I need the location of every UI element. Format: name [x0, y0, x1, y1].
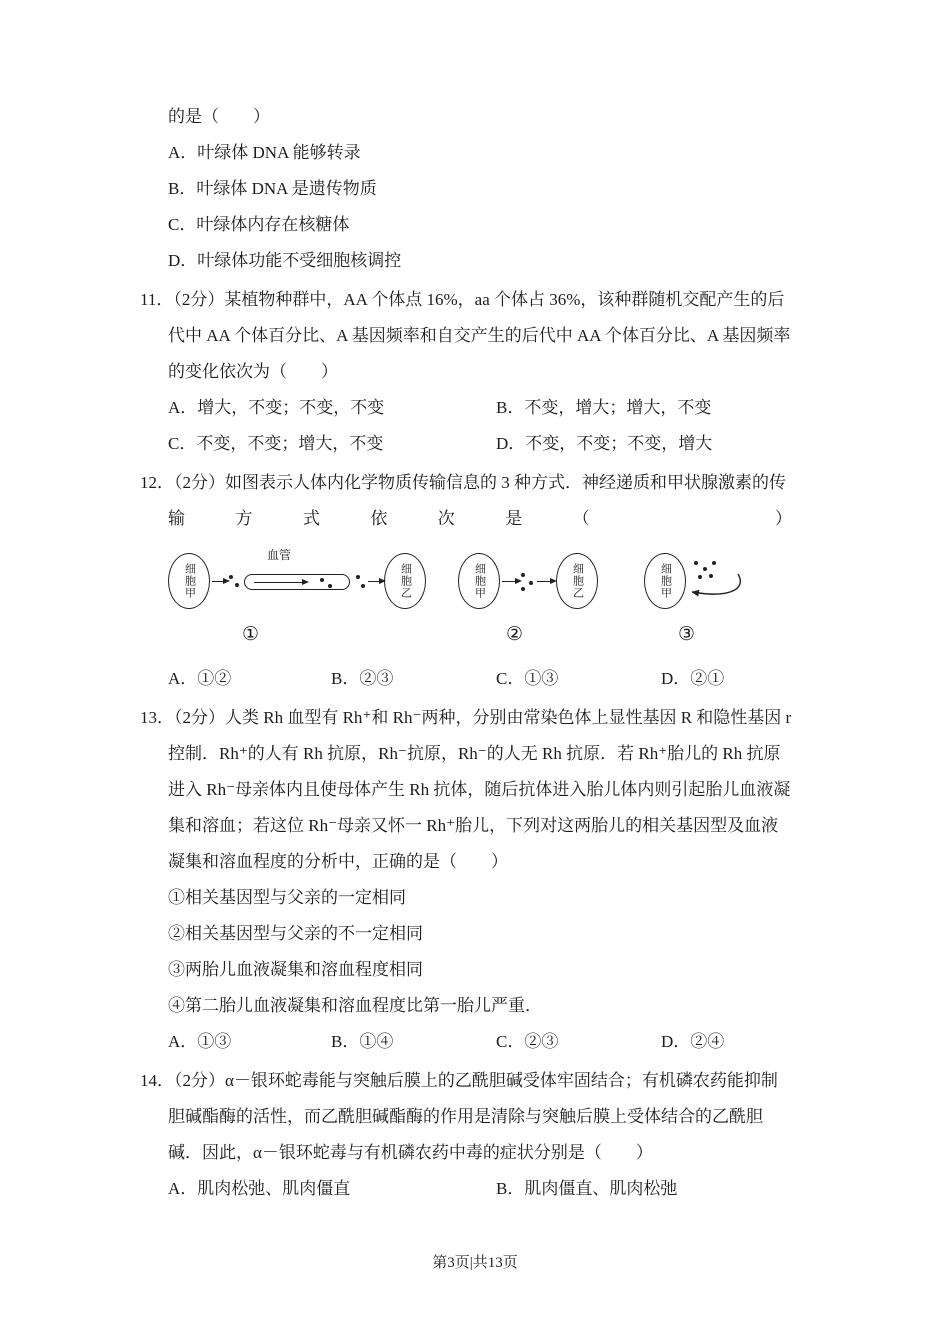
molecule-dot — [356, 575, 360, 579]
diagram2-cell-yi: 细胞乙 — [556, 553, 598, 609]
q13-stem — [140, 700, 792, 880]
q11-options-row-2 — [140, 426, 792, 462]
molecule-dot — [229, 575, 233, 579]
q11-option-a: A．增大，不变；不变，不变 — [168, 398, 385, 417]
q14-number: 14． — [140, 1071, 174, 1090]
molecule-dot — [529, 581, 533, 585]
diagram2-cell-jia: 细胞甲 — [458, 553, 500, 609]
q13-statement-1: ①相关基因型与父亲的一定相同 — [168, 888, 406, 907]
vessel-label: 血管 — [267, 548, 292, 562]
q12-stem-line1 — [140, 465, 792, 501]
q10-stem-tail: 的是（ ） — [168, 107, 270, 126]
molecule-dot — [235, 583, 239, 587]
arrow-icon — [368, 581, 379, 582]
q13-option-a: A．①③ — [168, 1032, 232, 1051]
q11-stem-text: （2分）某植物种群中，AA 个体点 16%，aa 个体占 36%，该种群随机交配产生的后代中 AA 个体百分比、A 基因频率和自交产生的后代中 AA 个体百分比、A 基因频率的变化依次为（ ） — [168, 290, 791, 381]
arrow-icon — [502, 581, 515, 582]
q13-statement-4: ④第二胎儿血液凝集和溶血程度比第一胎儿严重． — [168, 996, 542, 1015]
q14-stem-text: （2分）α－银环蛇毒能与突触后膜上的乙酰胆碱受体牢固结合；有机磷农药能抑制胆碱酯酶的活性，而乙酰胆碱酯酶的作用是清除与突触后膜上受体结合的乙酰胆碱．因此，α－银环蛇毒与有机磷农药中毒的症状分别是（ ） — [168, 1071, 778, 1162]
molecule-dot — [361, 584, 365, 588]
q12-options-row — [140, 661, 792, 697]
question-10-partial — [140, 99, 792, 279]
question-14 — [140, 1063, 792, 1207]
q13-option-c: C．②③ — [496, 1032, 559, 1051]
q13-statement-2: ②相关基因型与父亲的不一定相同 — [168, 924, 423, 943]
q12-option-a: A．①② — [168, 669, 232, 688]
q10-option-b: B．叶绿体 DNA 是遗传物质 — [168, 179, 377, 198]
q11-number: 11． — [140, 290, 174, 309]
question-11 — [140, 282, 792, 462]
q12-option-d: D．②① — [661, 669, 725, 688]
question-12 — [140, 465, 792, 697]
q12-option-c: C．①③ — [496, 669, 559, 688]
q14-stem — [140, 1063, 792, 1171]
molecule-dot — [320, 578, 324, 582]
q12-stem-line2: 输方式依次是（ ） — [168, 509, 792, 528]
diagram3-number: ③ — [678, 624, 696, 645]
q11-option-d: D．不变，不变；不变，增大 — [496, 434, 713, 453]
q10-option-c: C．叶绿体内存在核糖体 — [168, 215, 350, 234]
q13-option-b: B．①④ — [331, 1032, 394, 1051]
molecule-dot — [521, 587, 525, 591]
molecule-dot — [712, 561, 716, 565]
question-13 — [140, 700, 792, 1060]
q11-option-b: B．不变，增大；增大，不变 — [496, 398, 712, 417]
q12-stem-text: （2分）如图表示人体内化学物质传输信息的 3 种方式．神经递质和甲状腺激素的传 — [174, 473, 786, 492]
diagram1-cell-yi: 细胞乙 — [384, 553, 426, 609]
q13-stem-text: （2分）人类 Rh 血型有 Rh⁺和 Rh⁻两种，分别由常染色体上显性基因 R 和隐性基因 r 控制．Rh⁺的人有 Rh 抗原，Rh⁻抗原，Rh⁻的人无 Rh 抗原．若 Rh⁺胎儿的 Rh 抗原进入 Rh⁻母亲体内且使母体产生 Rh 抗体，随后抗体进入胎儿体内则引起胎儿血液凝集和溶血；若这位 Rh⁻母亲又怀一 Rh⁺胎儿，下列对这两胎儿的相关基因型及血液凝集和溶血程度的分析中，正确的是（ ） — [168, 708, 792, 871]
diagram3-cell-jia: 细胞甲 — [644, 553, 686, 609]
q11-option-c: C．不变，不变；增大，不变 — [168, 434, 384, 453]
q12-figure — [168, 543, 778, 659]
page-footer: 第3页|共13页 — [432, 1255, 518, 1271]
arrow-icon — [212, 581, 223, 582]
q10-option-a: A．叶绿体 DNA 能够转录 — [168, 143, 361, 162]
q10-option-d: D．叶绿体功能不受细胞核调控 — [168, 251, 402, 270]
molecule-dot — [328, 584, 332, 588]
arrow-icon — [254, 582, 302, 583]
q14-option-a: A．肌肉松弛、肌肉僵直 — [168, 1179, 351, 1198]
arrow-icon — [537, 581, 550, 582]
q13-statement-3: ③两胎儿血液凝集和溶血程度相同 — [168, 960, 423, 979]
loop-arrow-icon — [686, 571, 746, 607]
molecule-dot — [521, 573, 525, 577]
q13-options-row — [140, 1024, 792, 1060]
q11-stem — [140, 282, 792, 390]
q13-option-d: D．②④ — [661, 1032, 725, 1051]
q12-number: 12． — [140, 473, 174, 492]
q14-option-b: B．肌肉僵直、肌肉松弛 — [496, 1179, 678, 1198]
q12-option-b: B．②③ — [331, 669, 394, 688]
molecule-dot — [694, 561, 698, 565]
q11-options-row-1 — [140, 390, 792, 426]
q13-number: 13． — [140, 708, 174, 727]
diagram2-number: ② — [506, 624, 524, 645]
diagram1-number: ① — [242, 624, 260, 645]
q14-options-row — [140, 1171, 792, 1207]
diagram1-cell-jia: 细胞甲 — [168, 553, 210, 609]
